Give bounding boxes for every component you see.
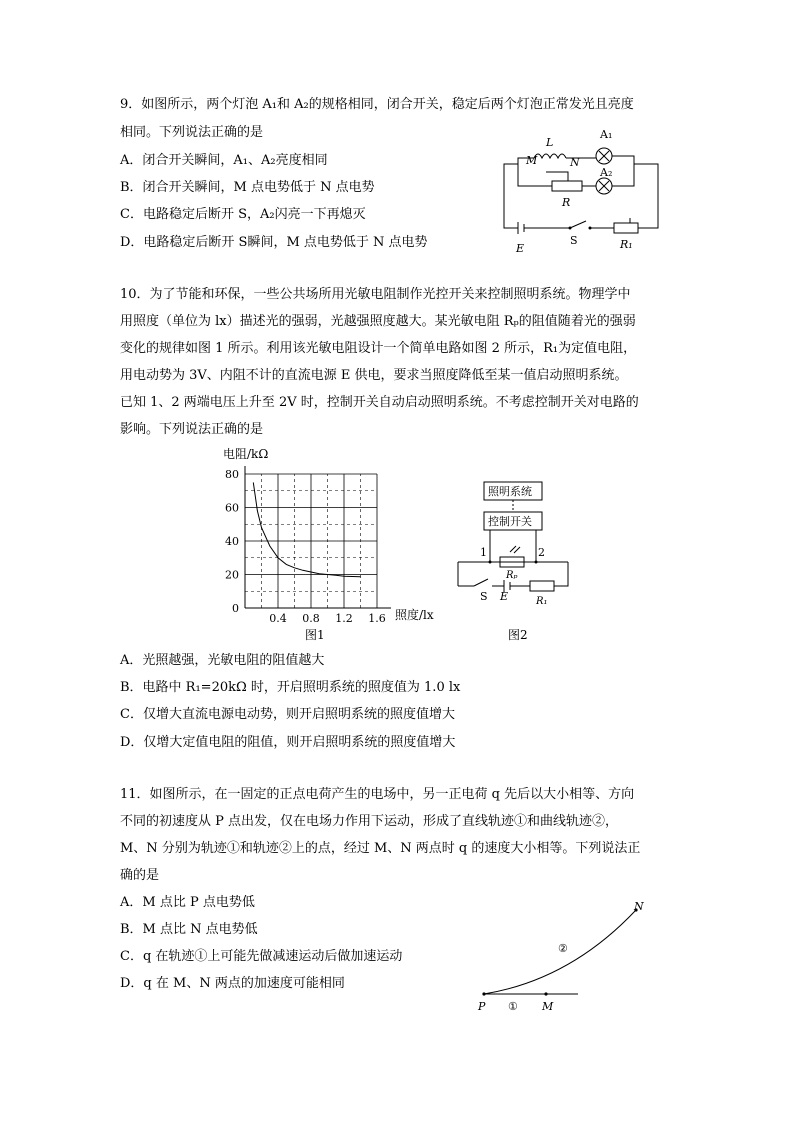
q11-label-p: P bbox=[478, 1000, 486, 1013]
q9-label-r1: R₁ bbox=[620, 238, 633, 251]
q9-option-b: B．闭合开关瞬间，M 点电势低于 N 点电势 bbox=[120, 180, 375, 195]
q9-option-c: C．电路稳定后断开 S，A₂闪亮一下再熄灭 bbox=[120, 207, 366, 222]
chart-ytick-label: 0 bbox=[232, 602, 239, 615]
q9-label-m: M bbox=[526, 154, 538, 167]
q10-line-2: 用照度（单位为 lx）描述光的强弱，光越强照度越大。某光敏电阻 Rₚ的阻值随着光的强弱 bbox=[120, 314, 636, 329]
fig2-node-2: 2 bbox=[538, 546, 545, 559]
q9-option-d: D．电路稳定后断开 S瞬间，M 点电势低于 N 点电势 bbox=[120, 235, 428, 250]
chart-xtick-label: 0.8 bbox=[302, 612, 320, 625]
q11-line-4: 确的是 bbox=[120, 868, 160, 883]
q10-line-1: 10．为了节能和环保，一些公共场所用光敏电阻制作光控开关来控制照明系统。物理学中 bbox=[120, 287, 631, 302]
chart-xtick-label: 1.2 bbox=[335, 612, 353, 625]
q10-option-d: D．仅增大定值电阻的阻值，则开启照明系统的照度值增大 bbox=[120, 735, 456, 750]
chart-curve-line bbox=[253, 482, 360, 576]
q11-label-n: N bbox=[634, 900, 644, 913]
q9-label-a2: A₂ bbox=[600, 166, 613, 179]
q11-label-track1: ① bbox=[508, 1000, 518, 1013]
fig2-circuit bbox=[450, 478, 590, 644]
q11-trajectory-figure bbox=[470, 896, 660, 1016]
q11-label-track2: ② bbox=[558, 942, 568, 955]
fig2-caption: 图2 bbox=[508, 628, 528, 642]
chart-caption: 图1 bbox=[305, 628, 325, 642]
q9-label-l: L bbox=[546, 136, 554, 149]
chart-ytick-label: 80 bbox=[225, 468, 239, 481]
fig2-label-rp: Rₚ bbox=[506, 570, 518, 581]
q9-option-a: A．闭合开关瞬间，A₁、A₂亮度相同 bbox=[120, 153, 328, 168]
q10-option-a: A．光照越强，光敏电阻的阻值越大 bbox=[120, 653, 325, 668]
fig2-node-1: 1 bbox=[480, 546, 487, 559]
fig2-label-s: S bbox=[480, 590, 488, 603]
fig2-label-e: E bbox=[500, 590, 509, 603]
q11-line-1: 11．如图所示，在一固定的正点电荷产生的电场中，另一正电荷 q 先后以大小相等、方向 bbox=[120, 787, 635, 802]
q10-line-5: 已知 1、2 两端电压上升至 2V 时，控制开关自动启动照明系统。不考虑控制开关对电路的 bbox=[120, 395, 639, 410]
q9-label-e: E bbox=[516, 242, 525, 255]
q9-label-s: S bbox=[570, 234, 578, 247]
fig2-control-switch: 控制开关 bbox=[488, 515, 532, 528]
q11-option-d: D．q 在 M、N 两点的加速度可能相同 bbox=[120, 976, 345, 991]
q11-option-b: B．M 点比 N 点电势低 bbox=[120, 922, 258, 937]
fig2-label-r1: R₁ bbox=[536, 596, 548, 607]
q9-line-1: 9．如图所示，两个灯泡 A₁和 A₂的规格相同，闭合开关，稳定后两个灯泡正常发光且亮度 bbox=[120, 97, 634, 112]
q9-line-2: 相同。下列说法正确的是 bbox=[120, 125, 264, 140]
q9-label-a1: A₁ bbox=[600, 128, 613, 141]
chart-ytick-label: 40 bbox=[225, 535, 239, 548]
chart-xlabel: 照度/lx bbox=[395, 608, 434, 622]
chart-ylabel: 电阻/kΩ bbox=[223, 447, 269, 461]
q11-option-c: C．q 在轨迹①上可能先做减速运动后做加速运动 bbox=[120, 949, 403, 964]
q9-label-n: N bbox=[570, 156, 580, 169]
q10-line-4: 用电动势为 3V、内阻不计的直流电源 E 供电，要求当照度降低至某一值启动照明系统。 bbox=[120, 368, 628, 383]
q10-option-c: C．仅增大直流电源电动势，则开启照明系统的照度值增大 bbox=[120, 707, 455, 722]
q9-label-r: R bbox=[562, 196, 571, 209]
fig1-chart bbox=[215, 444, 455, 644]
q9-circuit-diagram bbox=[490, 124, 670, 260]
fig2-lighting-system: 照明系统 bbox=[488, 485, 532, 498]
q11-option-a: A．M 点比 P 点电势低 bbox=[120, 895, 255, 910]
chart-ytick-label: 60 bbox=[225, 501, 239, 515]
q11-line-2: 不同的初速度从 P 点出发，仅在电场力作用下运动，形成了直线轨迹①和曲线轨迹②， bbox=[120, 814, 619, 829]
q11-label-m: M bbox=[542, 1000, 554, 1013]
q10-option-b: B．电路中 R₁=20kΩ 时，开启照明系统的照度值为 1.0 lx bbox=[120, 680, 461, 695]
q10-line-6: 影响。下列说法正确的是 bbox=[120, 422, 264, 437]
chart-ytick-label: 20 bbox=[225, 568, 239, 582]
chart-xtick-label: 1.6 bbox=[368, 612, 386, 625]
q11-line-3: M、N 分别为轨迹①和轨迹②上的点，经过 M、N 两点时 q 的速度大小相等。下列说法正 bbox=[120, 841, 641, 856]
chart-xtick-label: 0.4 bbox=[269, 612, 287, 625]
q10-line-3: 变化的规律如图 1 所示。利用该光敏电阻设计一个简单电路如图 2 所示，R₁为定值电阻， bbox=[120, 341, 637, 356]
